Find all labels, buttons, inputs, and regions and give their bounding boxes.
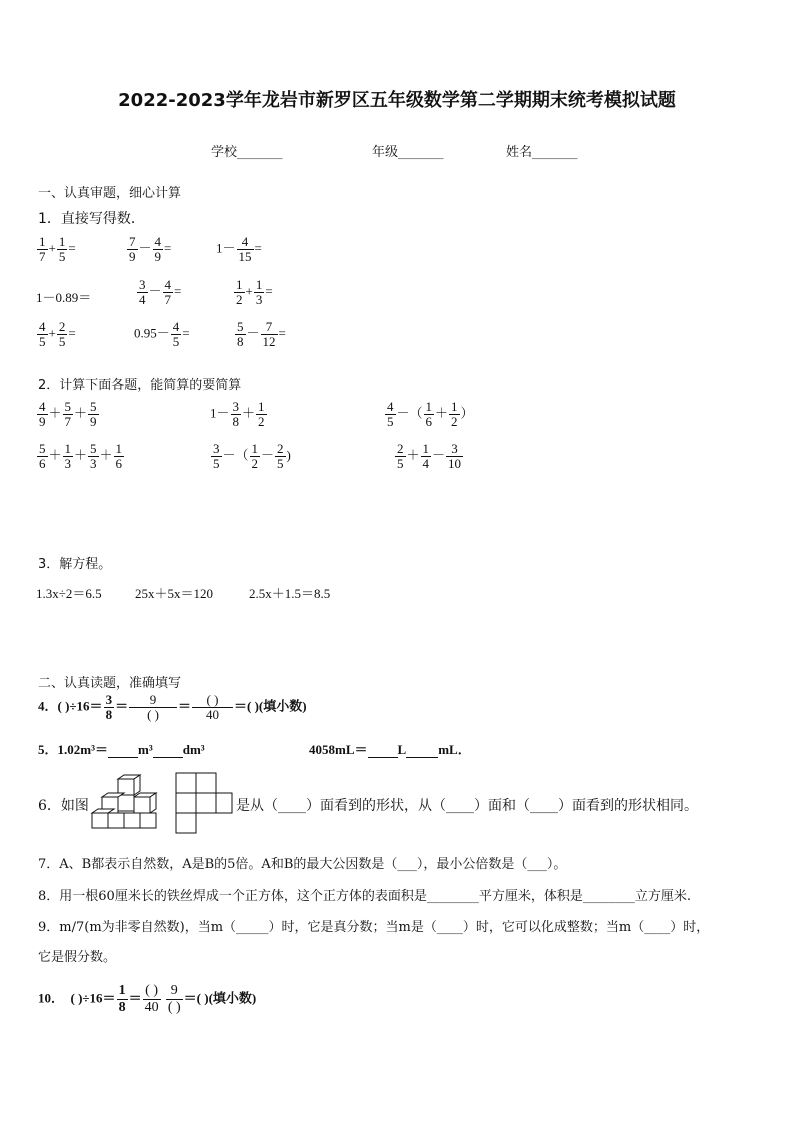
q2-expression-4: $\frac{5}{6}$ ＋ $\frac{1}{3}$ ＋ $\frac{5}{3}$ ＋ $\frac{1}{6}$ (39, 441, 123, 471)
fraction: $\frac{( )}{40}$ (192, 693, 233, 722)
q1-item-5: $\frac{3}{4}$ － $\frac{4}{7}$ = (139, 277, 182, 307)
fraction: $\frac{2}{5}$ (277, 441, 284, 471)
cube-stack-figure (90, 773, 162, 830)
fraction: $\frac{3}{5}$ (213, 441, 220, 471)
q2-expression-3: $\frac{4}{5}$ －（ $\frac{1}{6}$ ＋ $\frac{1}{2}$ ） (387, 399, 474, 429)
q1-item-2: $\frac{7}{9}$ － $\frac{4}{9}$ = (129, 234, 172, 264)
q2-label: 2．计算下面各题，能简算的要简算 (38, 378, 242, 393)
school-field (211, 141, 283, 160)
fraction: $\frac{3}{8}$ (232, 399, 240, 429)
q3-equation-2: 25x＋5x＝120 (135, 586, 214, 601)
fraction: $\frac{3}{10}$ (448, 441, 462, 471)
fraction: $\frac{5}{9}$ (90, 399, 97, 429)
grade-field (372, 141, 444, 160)
q1-item-4: 1－0.89＝ (36, 290, 92, 305)
fraction: $\frac{4}{5}$ (39, 319, 46, 349)
name-label: 姓名 (506, 145, 533, 160)
q2-expression-6: $\frac{2}{5}$ ＋ $\frac{1}{4}$ － $\frac{3}{10}$ (397, 441, 462, 471)
fraction: $\frac{9}{( )}$ (129, 693, 177, 722)
q9-line-1: 9．m/7(m为非零自然数)，当m（_____）时，它是真分数；当m是（____）时，它可以化成整数；当m（____）时， (38, 920, 710, 935)
name-field (506, 141, 578, 160)
fraction: $\frac{4}{5}$ (387, 399, 394, 429)
q1-item-8: 0.95－ $\frac{4}{5}$ = (134, 319, 190, 349)
fraction: $\frac{1}{2}$ (258, 399, 265, 429)
fraction: $\frac{1}{8}$ (118, 983, 126, 1015)
fraction: $\frac{4}{9}$ (154, 234, 162, 264)
grade-blank: _______ (398, 145, 444, 160)
grade-label: 年级 (372, 145, 399, 160)
q1-label: 1．直接写得数． (38, 211, 145, 227)
q1-item-1: $\frac{1}{7}$ + $\frac{1}{5}$ = (39, 234, 76, 264)
fraction: $\frac{3}{4}$ (139, 277, 146, 307)
q3-equation-1: 1.3x÷2＝6.5 (36, 586, 102, 601)
fraction: $\frac{1}{2}$ (451, 399, 458, 429)
fraction: $\frac{1}{2}$ (236, 277, 243, 307)
fraction: $\frac{1}{2}$ (251, 441, 259, 471)
fraction: $\frac{4}{9}$ (39, 399, 46, 429)
fraction: $\frac{1}{7}$ (39, 234, 46, 264)
fraction: $\frac{1}{6}$ (425, 399, 433, 429)
fraction: $\frac{2}{5}$ (397, 441, 404, 471)
view-grid-figure (171, 772, 233, 835)
name-blank: _______ (532, 145, 578, 160)
q2-expression-2: 1－ $\frac{3}{8}$ ＋ $\frac{1}{2}$ (210, 399, 265, 429)
school-label: 学校 (211, 145, 238, 160)
q9-line-2: 它是假分数。 (38, 950, 117, 965)
fraction: $\frac{4}{15}$ (238, 234, 252, 264)
fraction: $\frac{9}{( )}$ (167, 983, 181, 1015)
fraction: $\frac{1}{5}$ (58, 234, 66, 264)
fraction: $\frac{2}{5}$ (58, 319, 66, 349)
fraction: $\frac{4}{5}$ (172, 319, 180, 349)
fraction: $\frac{5}{6}$ (39, 441, 46, 471)
fraction: $\frac{1}{3}$ (64, 441, 72, 471)
q1-item-9: $\frac{5}{8}$ － $\frac{7}{12}$ = (237, 319, 286, 349)
q8: 8．用一根60厘米长的铁丝焊成一个正方体，这个正方体的表面积是________平方厘米，体积是________立方厘米. (38, 889, 691, 904)
q6-text: 是从（____）面看到的形状，从（____）面和（____）面看到的形状相同。 (236, 798, 698, 814)
fraction: $\frac{( )}{40}$ (144, 983, 159, 1015)
section-2-heading: 二、认真读题，准确填写 (38, 676, 182, 691)
fraction: $\frac{7}{12}$ (262, 319, 276, 349)
fraction: $\frac{5}{3}$ (90, 441, 97, 471)
q1-item-6: $\frac{1}{2}$ + $\frac{1}{3}$ = (236, 277, 273, 307)
q10: 10． ( )÷16＝ $\frac{1}{8}$ ＝ $\frac{( )}{40}$ $\frac{9}{( )}$ ＝( )(填小数) (38, 983, 257, 1015)
fraction: $\frac{5}{7}$ (64, 399, 72, 429)
q3-label: 3．解方程。 (38, 557, 112, 572)
fraction: $\frac{7}{9}$ (129, 234, 136, 264)
fraction: $\frac{1}{6}$ (115, 441, 123, 471)
q7: 7．A、B都表示自然数，A是B的5倍。A和B的最大公因数是（___），最小公倍数是（___）。 (38, 857, 567, 872)
q1-item-7: $\frac{4}{5}$ + $\frac{2}{5}$ = (39, 319, 76, 349)
q2-expression-1: $\frac{4}{9}$ ＋ $\frac{5}{7}$ ＋ $\frac{5}{9}$ (39, 399, 97, 429)
q2-expression-5: $\frac{3}{5}$ －（ $\frac{1}{2}$ － $\frac{2}{5}$ ) (213, 441, 291, 471)
q3-equation-3: 2.5x＋1.5＝8.5 (249, 586, 331, 601)
school-blank: _______ (237, 145, 283, 160)
fraction: $\frac{5}{8}$ (237, 319, 244, 349)
fraction: $\frac{1}{4}$ (422, 441, 430, 471)
page-title: 2022-2023学年龙岩市新罗区五年级数学第二学期期末统考模拟试题 (118, 90, 676, 111)
fraction: $\frac{3}{8}$ (105, 692, 113, 722)
q5-part-2: 4058mL＝ L mL． (309, 742, 471, 757)
q1-item-3: 1－ $\frac{4}{15}$ = (216, 234, 262, 264)
fraction: $\frac{1}{3}$ (255, 277, 263, 307)
q6-label: 6．如图 (38, 798, 89, 814)
q5: 5．1.02m³＝ m³ dm³ (38, 742, 205, 757)
q4: 4．( )÷16＝ $\frac{3}{8}$ ＝ $\frac{9}{( )}$ ＝ $\frac{( )}{40}$ ＝( )(填小数) (38, 692, 307, 722)
section-1-heading: 一、认真审题，细心计算 (38, 186, 182, 201)
fraction: $\frac{4}{7}$ (164, 277, 172, 307)
